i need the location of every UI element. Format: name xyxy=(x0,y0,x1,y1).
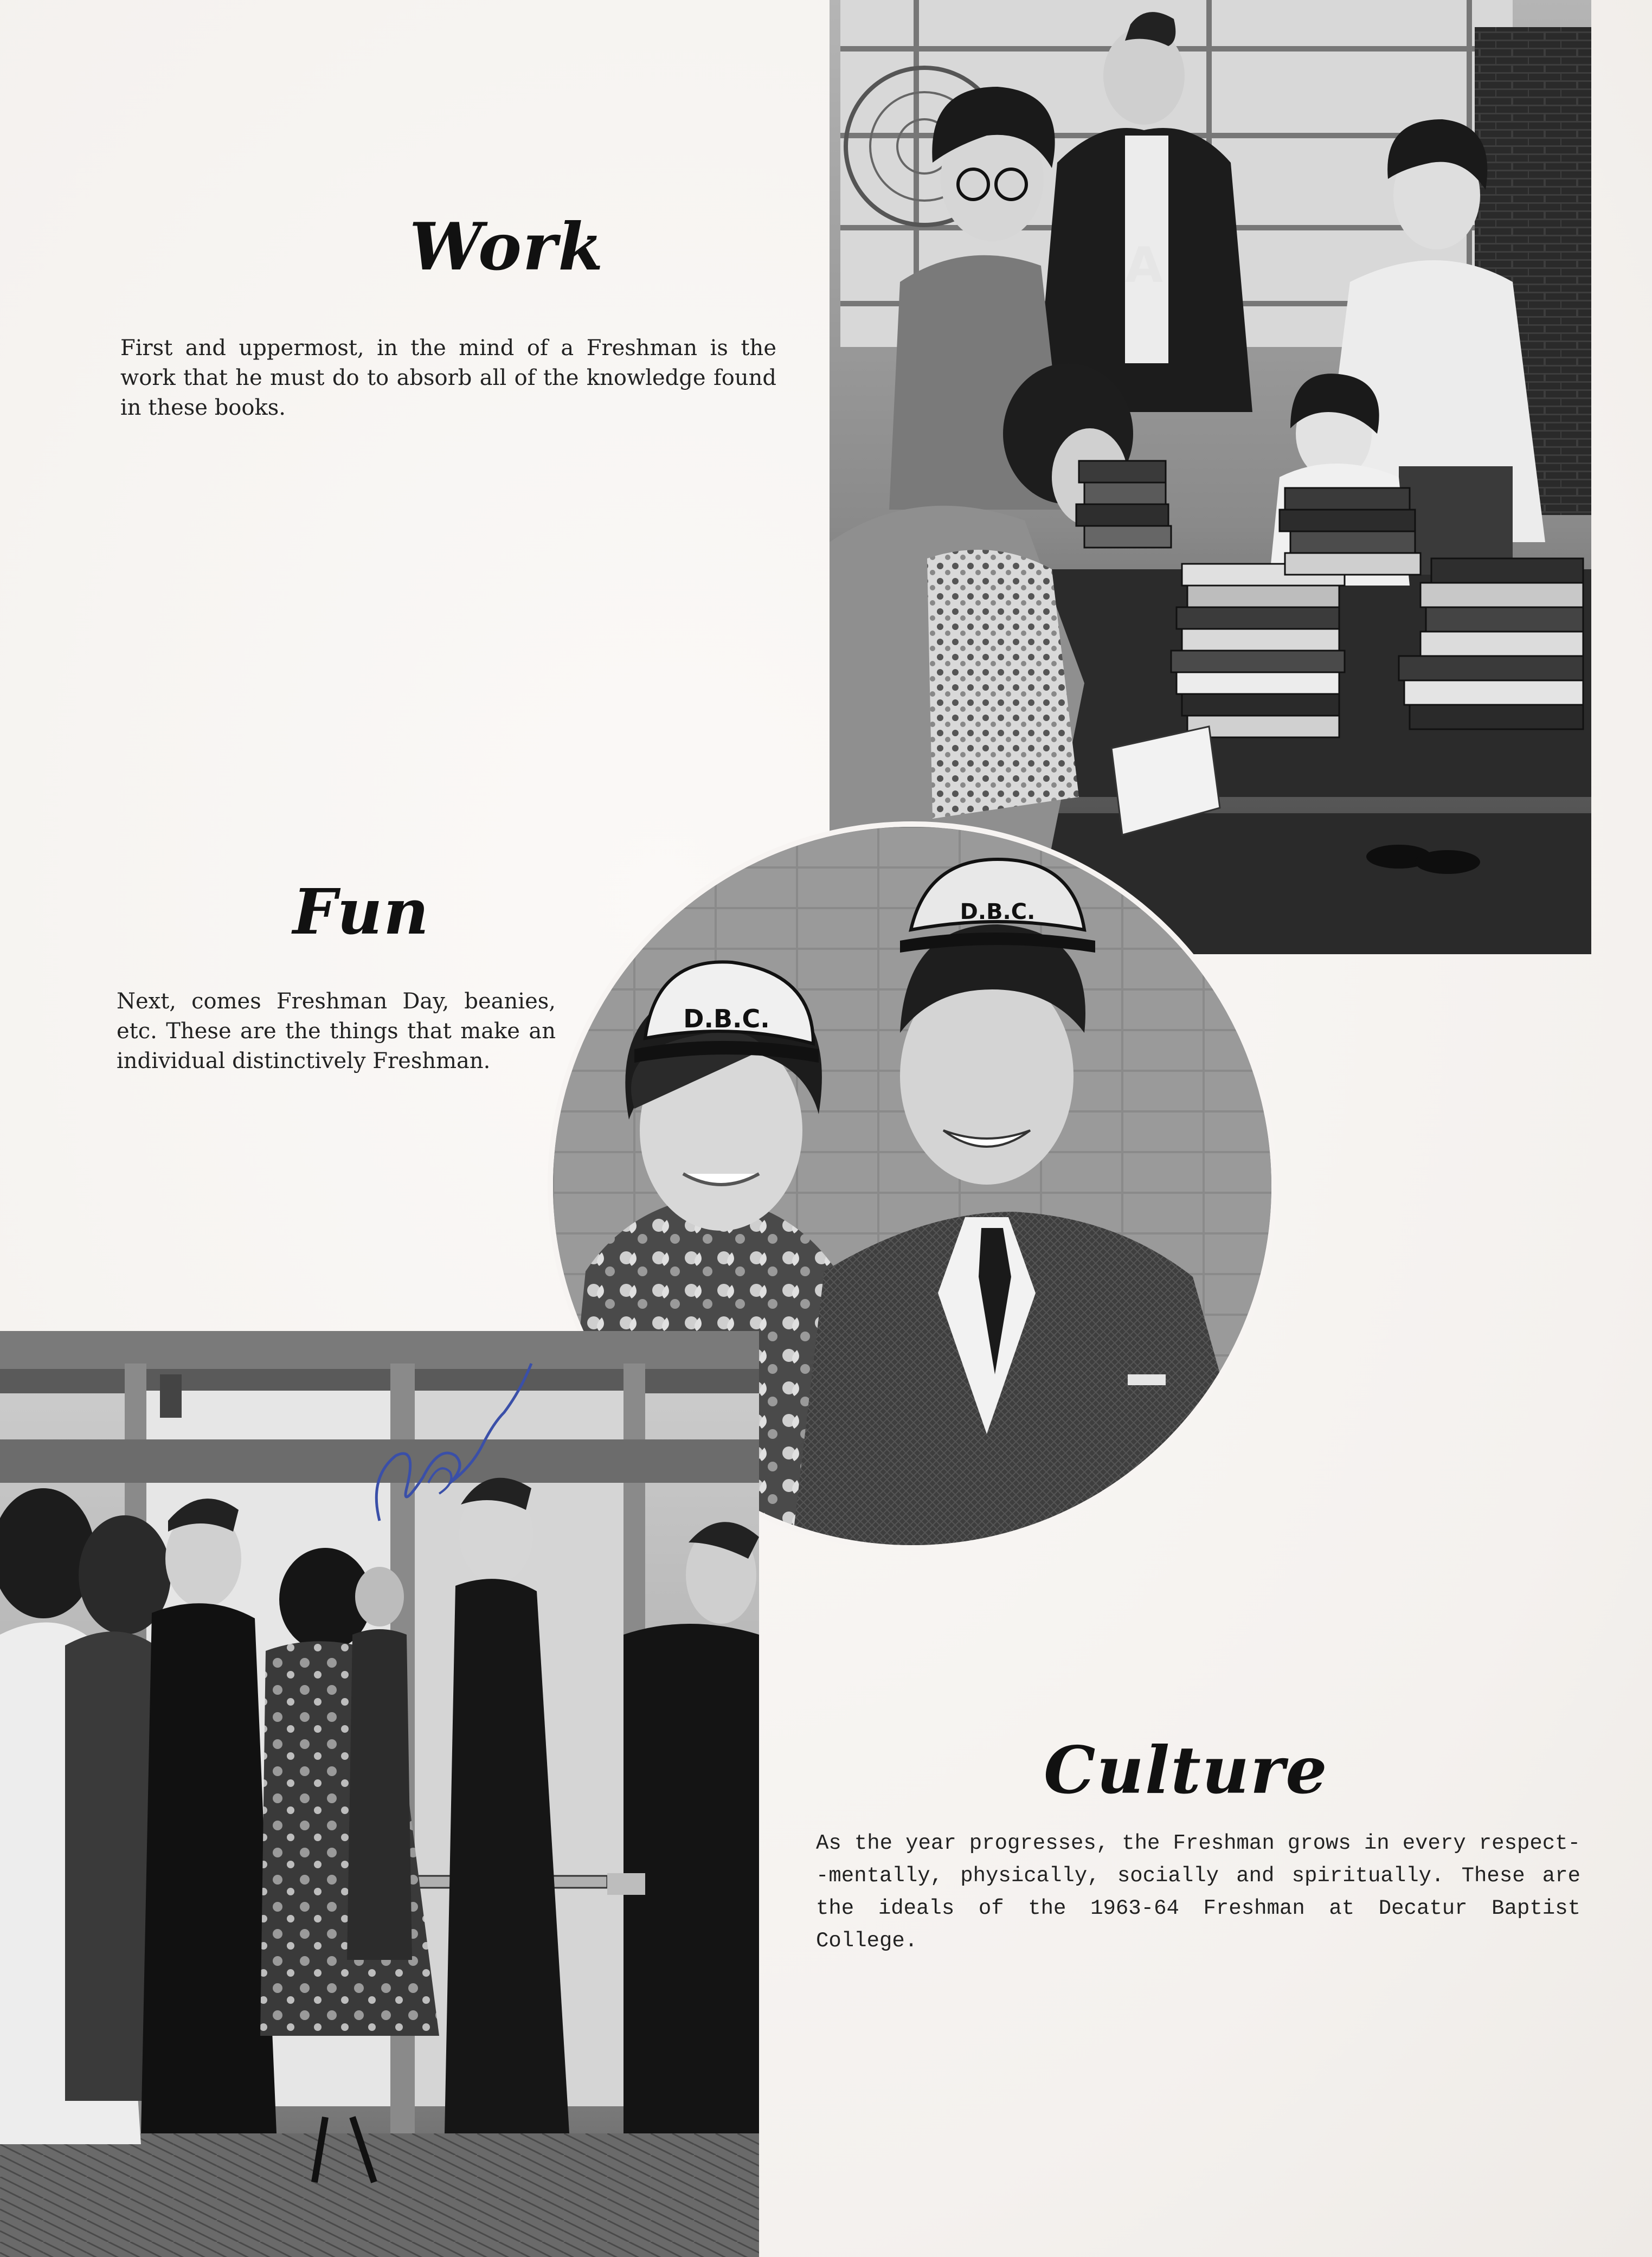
culture-text: As the year progresses, the Freshman grows in every respect--mentally, physically, socially and spiritually. These are the ideals of the 1963-64 Freshman at Decatur Baptist College. xyxy=(816,1831,1580,1953)
fun-heading: Fun xyxy=(293,876,430,949)
jacket-letter: A xyxy=(1125,237,1163,294)
signature xyxy=(347,1342,553,1537)
beanie-right-text: D.B.C. xyxy=(960,899,1036,924)
work-text: First and uppermost, in the mind of a Freshman is the work that he must do to absorb all of the knowledge found in these books. xyxy=(120,336,776,420)
beanie-left-text: D.B.C. xyxy=(683,1004,770,1033)
culture-photo xyxy=(0,1331,759,2257)
work-photo xyxy=(830,0,1591,954)
work-heading: Work xyxy=(409,209,605,285)
fun-text: Next, comes Freshman Day, beanies, etc. These are the things that make an individual distinctively Freshman. xyxy=(117,989,556,1073)
culture-heading: Culture xyxy=(1044,1732,1328,1809)
